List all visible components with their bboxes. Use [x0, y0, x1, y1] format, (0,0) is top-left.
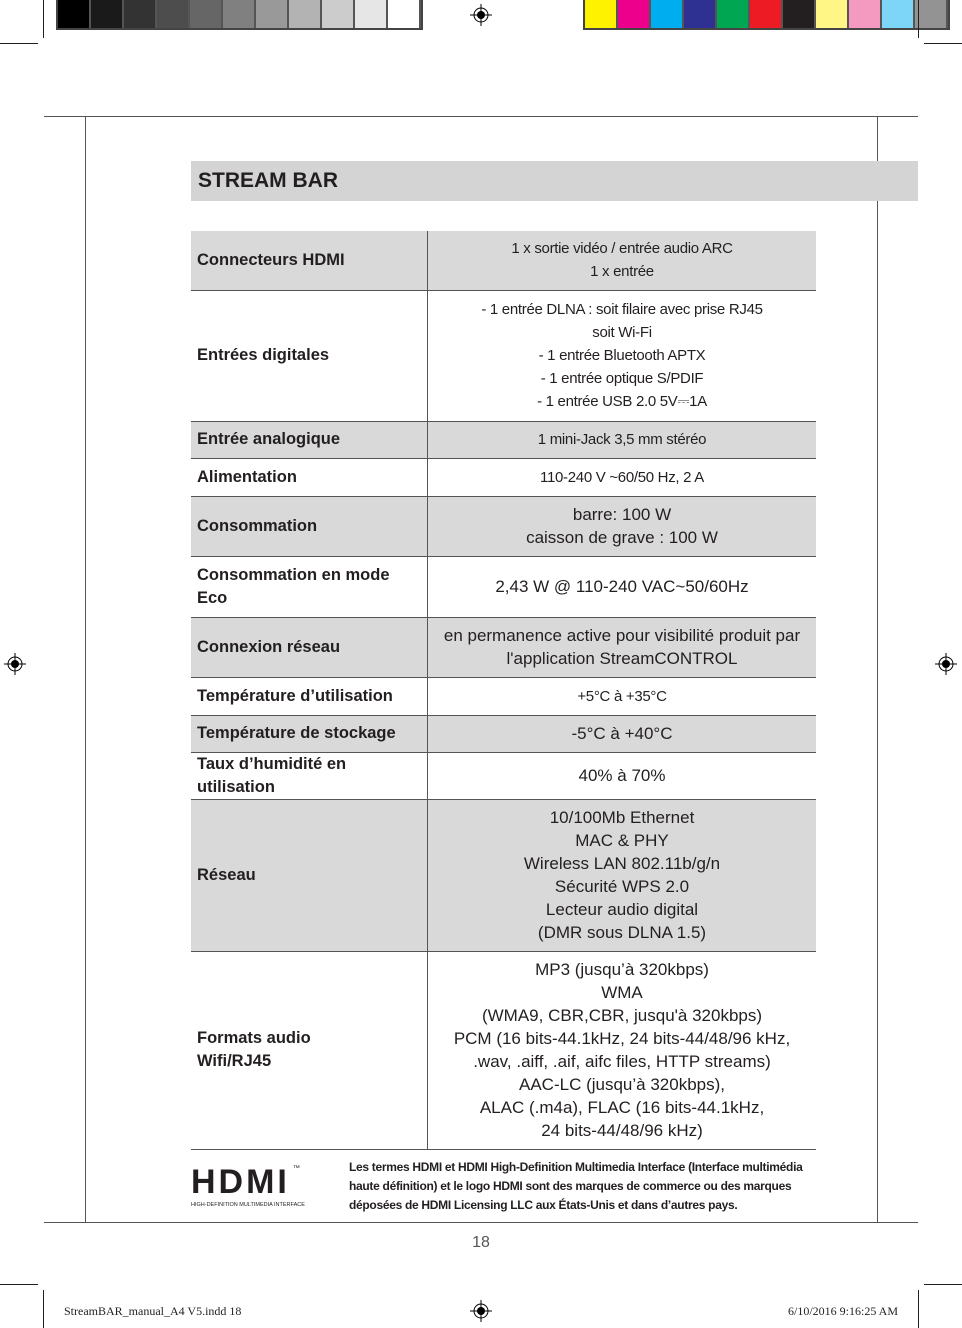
color-swatch [651, 0, 684, 28]
spec-row [191, 421, 816, 458]
spec-value [428, 421, 817, 458]
spec-value-line: PCM (16 bits-44.1kHz, 24 bits-44/48/96 kHz, [453, 1029, 791, 1048]
spec-label: Alimentation [191, 458, 428, 496]
crop-mark [43, 0, 44, 38]
spec-row [191, 799, 816, 951]
section-title: STREAM BAR [198, 169, 338, 192]
frame-line [44, 1222, 918, 1223]
frame-line [877, 116, 878, 1222]
gray-swatch [256, 0, 289, 28]
crop-mark [924, 1284, 962, 1285]
spec-value-line: en permanence active pour visibilité produit par [443, 626, 801, 645]
spec-row [191, 951, 816, 1149]
color-swatch [684, 0, 717, 28]
gray-swatch [355, 0, 388, 28]
registration-mark-icon [4, 653, 26, 675]
spec-label: Connexion réseau [191, 617, 428, 677]
spec-row [191, 617, 816, 677]
spec-row [191, 496, 816, 556]
crop-mark [43, 1290, 44, 1328]
color-swatch [849, 0, 882, 28]
gray-swatch [388, 0, 421, 28]
spec-label: Formats audio Wifi/RJ45 [191, 951, 428, 1149]
frame-line [44, 116, 918, 117]
spec-label: Consommation [191, 496, 428, 556]
spec-value-line: - 1 entrée DLNA : soit filaire avec prise RJ45 [481, 301, 763, 318]
grayscale-color-bar [56, 0, 423, 30]
gray-swatch [322, 0, 355, 28]
spec-value-line: 110-240 V ~60/50 Hz, 2 A [540, 468, 704, 486]
spec-value-line: - 1 entrée Bluetooth APTX [538, 347, 706, 364]
spec-row [191, 677, 816, 715]
spec-value-line: MP3 (jusqu’à 320kbps) [535, 960, 709, 979]
slug-date: 6/10/2016 9:16:25 AM [787, 1304, 898, 1318]
spec-value [428, 231, 817, 290]
spec-value [428, 799, 817, 951]
registration-mark-icon [470, 4, 492, 26]
crop-mark [918, 0, 919, 38]
gray-swatch [124, 0, 157, 28]
page-number: 18 [472, 1234, 490, 1251]
spec-label: Réseau [191, 799, 428, 951]
spec-value [428, 458, 817, 496]
spec-value-line: ALAC (.m4a), FLAC (16 bits-44.1kHz, [479, 1098, 765, 1117]
spec-label: Température d’utilisation [191, 677, 428, 715]
color-swatch [618, 0, 651, 28]
crop-mark [918, 1290, 919, 1328]
gray-swatch [91, 0, 124, 28]
trademark: ™ [292, 1165, 300, 1172]
color-swatch [585, 0, 618, 28]
spec-value [428, 290, 817, 421]
color-swatch [783, 0, 816, 28]
spec-value-line: l'application StreamCONTROL [506, 649, 738, 668]
spec-value [428, 752, 817, 799]
color-swatch [816, 0, 849, 28]
crop-mark [924, 43, 962, 44]
spec-value [428, 951, 817, 1149]
spec-row [191, 556, 816, 617]
color-swatch [717, 0, 750, 28]
spec-row [191, 752, 816, 799]
color-swatch [750, 0, 783, 28]
spec-value-line: 2,43 W @ 110-240 VAC~50/60Hz [495, 577, 749, 596]
spec-table [191, 231, 816, 1150]
hdmi-trademark-notice: Les termes HDMI et HDMI High-Definition Multimedia Interface (Interface multimédia haute définition) et le logo HDMI sont des marques de commerce ou des marques déposées de HDMI Licensing LLC aux États-Unis et dans d’autres pays. [349, 1160, 803, 1212]
gray-swatch [58, 0, 91, 28]
spec-row [191, 458, 816, 496]
spec-label: Entrée analogique [191, 421, 428, 458]
spec-value-line: Lecteur audio digital [545, 900, 699, 919]
frame-line [85, 116, 86, 1222]
spec-value-line: .wav, .aiff, .aif, aifc files, HTTP streams) [473, 1052, 771, 1071]
spec-value [428, 677, 817, 715]
spec-row [191, 715, 816, 752]
spec-value [428, 715, 817, 752]
gray-swatch [190, 0, 223, 28]
spec-value-line: soit Wi-Fi [592, 324, 652, 341]
hdmi-logo [191, 1164, 345, 1209]
crop-mark [0, 1284, 38, 1285]
crop-mark [0, 43, 38, 44]
spec-value-line: +5°C à +35°C [577, 687, 667, 705]
spec-row [191, 290, 816, 421]
color-swatch [882, 0, 915, 28]
spec-label: Connecteurs HDMI [191, 231, 428, 290]
spec-value-line: (DMR sous DLNA 1.5) [537, 923, 707, 942]
registration-mark-icon [470, 1300, 492, 1322]
spec-value-line: caisson de grave : 100 W [526, 528, 718, 547]
spec-label: Entrées digitales [191, 290, 428, 421]
spec-value-line: Wireless LAN 802.11b/g/n [523, 854, 721, 873]
spec-label: Consommation en mode Eco [191, 556, 428, 617]
spec-value-line: 24 bits-44/48/96 kHz) [541, 1121, 703, 1140]
spec-label: Température de stockage [191, 715, 428, 752]
spec-value-line: 1 x sortie vidéo / entrée audio ARC [511, 240, 733, 258]
spec-value [428, 617, 817, 677]
spec-value-line: 40% à 70% [578, 766, 666, 785]
spec-value-line: (WMA9, CBR,CBR, jusqu'à 320kbps) [481, 1006, 763, 1025]
spec-value-line: 10/100Mb Ethernet [549, 808, 695, 827]
spec-value-line: 1 x entrée [590, 263, 654, 281]
spec-value-line: WMA [601, 983, 643, 1002]
hdmi-tagline: HIGH-DEFINITION MULTIMEDIA INTERFACE [191, 1202, 305, 1208]
spec-value-line: barre: 100 W [572, 505, 672, 524]
gray-swatch [157, 0, 190, 28]
gray-swatch [289, 0, 322, 28]
hdmi-logo-text: HDMI [191, 1163, 290, 1201]
spec-value-line: - 1 entrée optique S/PDIF [540, 370, 704, 387]
spec-value [428, 556, 817, 617]
spec-value [428, 496, 817, 556]
registration-mark-icon [935, 653, 957, 675]
spec-value-line: 1 mini-Jack 3,5 mm stéréo [537, 431, 707, 448]
spec-row [191, 231, 816, 290]
gray-swatch [223, 0, 256, 28]
spec-value-line: - 1 entrée USB 2.0 5V⎓1A [537, 393, 707, 410]
slug-filename: StreamBAR_manual_A4 V5.indd 18 [64, 1304, 242, 1318]
spec-label: Taux d’humidité en utilisation [191, 752, 428, 799]
spec-value-line: MAC & PHY [575, 831, 669, 850]
process-color-bar [583, 0, 950, 30]
section-title-bar [191, 161, 918, 201]
spec-value-line: AAC-LC (jusqu’à 320kbps), [519, 1075, 725, 1094]
color-swatch [915, 0, 948, 28]
spec-value-line: -5°C à +40°C [571, 724, 673, 743]
spec-value-line: Sécurité WPS 2.0 [554, 877, 690, 896]
